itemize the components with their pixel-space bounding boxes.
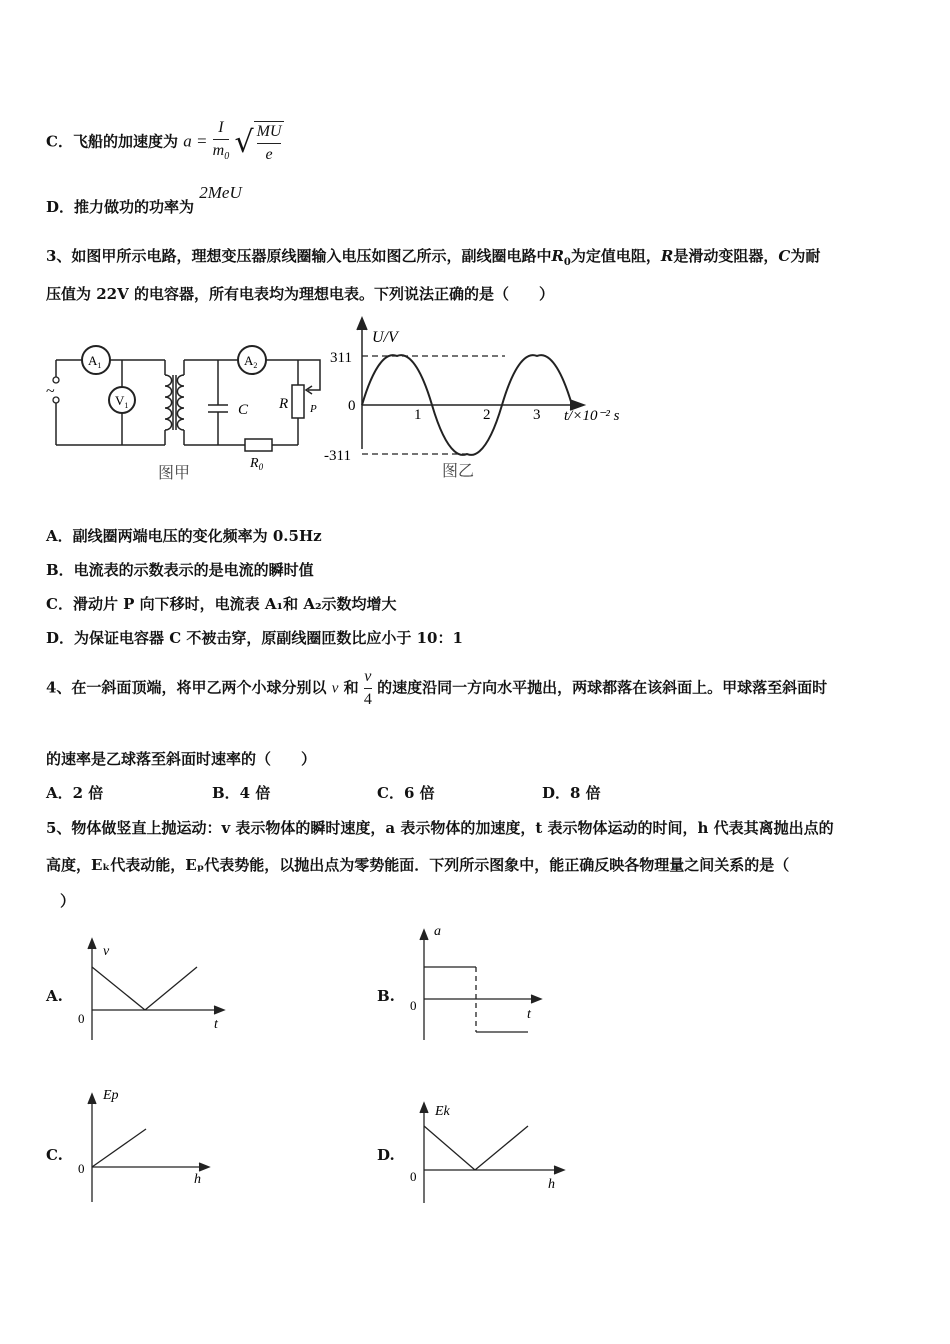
y-tick-max: 311 bbox=[330, 350, 352, 366]
graph-a-line-up bbox=[145, 967, 197, 1010]
svg-text:h: h bbox=[194, 1172, 201, 1187]
svg-text:h: h bbox=[548, 1177, 555, 1192]
q4-option-d: D．8 倍 bbox=[542, 784, 601, 802]
sqrt-sign: √ bbox=[234, 125, 254, 161]
q3-line1: 3、如图甲所示电路，理想变压器原线圈输入电压如图乙所示，副线圈电路中$R_0$为定值电阻，R是滑动变阻器，C为耐 bbox=[46, 247, 821, 268]
ac-source-symbol: ~ bbox=[46, 383, 55, 400]
svg-text:0: 0 bbox=[410, 998, 417, 1013]
graph-d bbox=[402, 1095, 572, 1207]
q4-option-b: B．4 倍 bbox=[212, 784, 271, 802]
q5-line3: ） bbox=[60, 892, 76, 910]
q3-option-d: D．为保证电容器 C 不被击穿，原副线圈匝数比应小于 10：1 bbox=[46, 629, 463, 647]
q5-line2: 高度，Eₖ代表动能，Eₚ代表势能，以抛出点为零势能面．下列所示图象中，能正确反映各物理量之间关系的是（ bbox=[46, 856, 790, 874]
q3-option-a: A．副线圈两端电压的变化频率为 0.5Hz bbox=[46, 527, 322, 545]
q5-line1: 5、物体做竖直上抛运动：v 表示物体的瞬时速度，a 表示物体的加速度，t 表示物体运动的时间，h 代表其离抛出点的 bbox=[46, 819, 834, 837]
slider-p-label: P bbox=[310, 403, 317, 415]
q4-line1: 4、在一斜面顶端，将甲乙两个小球分别以 v 和 $\frac{v}{4}$ 的速度沿同一方向水平抛出，两球都落在该斜面上。甲球落至斜面时 bbox=[46, 668, 828, 708]
q3-option-b: B．电流表的示数表示的是电流的瞬时值 bbox=[46, 561, 314, 579]
svg-text:a: a bbox=[434, 924, 441, 939]
graph-c bbox=[70, 1080, 230, 1205]
formula-power: 2MeU bbox=[199, 183, 242, 202]
ammeter-a1-label: $A_1$ bbox=[88, 353, 102, 370]
x-tick-3: 3 bbox=[533, 407, 541, 423]
option-d-text: D．推力做功的功率为 bbox=[46, 198, 195, 216]
option-c-prev bbox=[46, 118, 284, 167]
q3-line2: 压值为 22V 的电容器，所有电表均为理想电表。下列说法正确的是（ ） bbox=[46, 285, 554, 303]
figure-caption-jia: 图甲 bbox=[158, 465, 191, 482]
q3-option-c: C．滑动片 P 向下移时，电流表 A₁和 A₂示数均增大 bbox=[46, 595, 397, 613]
y-tick-zero: 0 bbox=[348, 398, 356, 414]
svg-text:t: t bbox=[527, 1007, 531, 1022]
svg-text:Ek: Ek bbox=[435, 1104, 450, 1119]
q4-option-c: C．6 倍 bbox=[377, 784, 435, 802]
voltmeter-v1-label: $V_1$ bbox=[115, 393, 129, 410]
graph-d-line-down bbox=[424, 1126, 475, 1170]
graph-d-line-up bbox=[475, 1126, 528, 1170]
svg-text:v: v bbox=[103, 944, 110, 959]
graph-b bbox=[402, 920, 572, 1045]
svg-text:0: 0 bbox=[78, 1161, 85, 1176]
resistor-r0-label: $R_0$ bbox=[250, 456, 264, 472]
x-tick-1: 1 bbox=[414, 407, 422, 423]
svg-text:t: t bbox=[214, 1017, 218, 1032]
option-d-prev bbox=[46, 183, 242, 217]
ammeter-a2-label: $A_2$ bbox=[244, 353, 258, 370]
graph-b-label: B. bbox=[377, 987, 395, 1005]
voltage-waveform bbox=[320, 314, 630, 484]
graph-a bbox=[70, 935, 240, 1045]
graph-c-line bbox=[92, 1129, 146, 1167]
circuit-diagram bbox=[40, 330, 330, 490]
formula-fraction: $\frac{I}{m_0}$ bbox=[212, 119, 230, 163]
v-over-4-fraction: $\frac{v}{4}$ bbox=[363, 668, 372, 708]
formula-lhs: a = bbox=[183, 131, 208, 151]
svg-text:0: 0 bbox=[410, 1169, 417, 1184]
capacitor-label: C bbox=[238, 402, 249, 418]
figure-caption-yi: 图乙 bbox=[442, 463, 475, 480]
formula-sqrt-fraction: $\frac{MU}{e}$ bbox=[254, 121, 285, 165]
graph-a-label: A. bbox=[46, 987, 63, 1005]
x-tick-2: 2 bbox=[483, 407, 491, 423]
svg-text:Ep: Ep bbox=[103, 1088, 119, 1103]
y-axis-label: U/V bbox=[372, 329, 398, 346]
resistor-r-label: R bbox=[279, 396, 289, 412]
x-axis-label: t/×10⁻² s bbox=[564, 408, 620, 424]
y-tick-min: -311 bbox=[324, 448, 351, 464]
graph-c-label: C. bbox=[46, 1146, 63, 1164]
svg-text:0: 0 bbox=[78, 1011, 85, 1026]
q4-option-a: A．2 倍 bbox=[46, 784, 104, 802]
q4-line2: 的速率是乙球落至斜面时速率的（ ） bbox=[46, 750, 317, 768]
graph-d-label: D. bbox=[377, 1146, 395, 1164]
option-c-text: C．飞船的加速度为 bbox=[46, 132, 178, 151]
graph-a-line-down bbox=[92, 967, 145, 1010]
